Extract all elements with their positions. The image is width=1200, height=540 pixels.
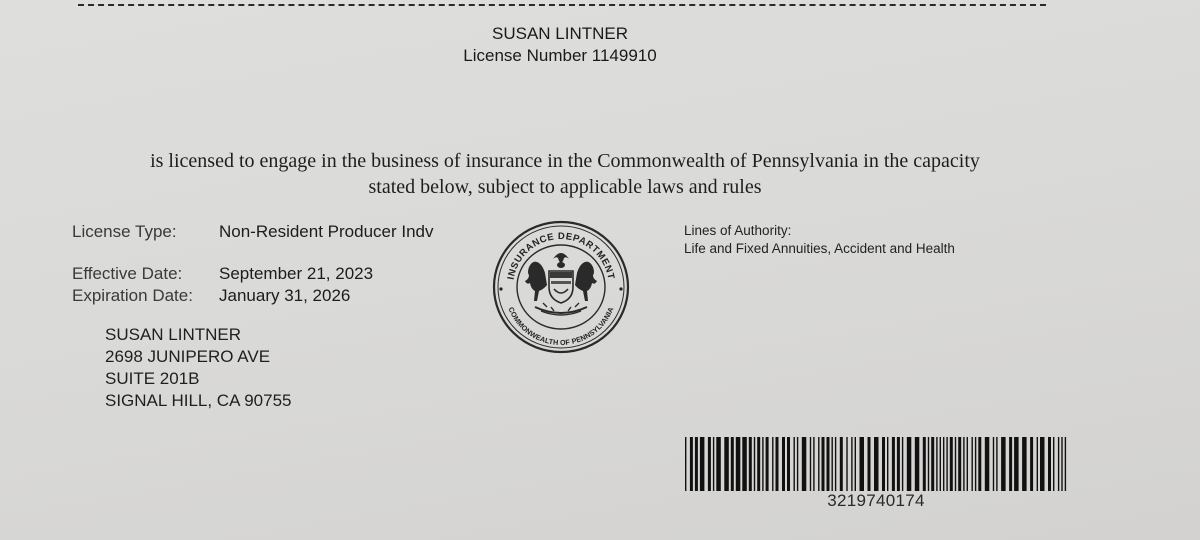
seal-bottom-text: COMMONWEALTH OF PENNSYLVANIA (506, 305, 616, 348)
barcode-number: 3219740174 (827, 491, 925, 510)
barcode-icon (684, 437, 1068, 491)
license-number: License Number 1149910 (463, 46, 657, 65)
pennsylvania-insurance-seal-icon (491, 219, 631, 355)
mailing-address (105, 324, 291, 412)
expiration-date-value: January 31, 2026 (219, 286, 351, 305)
lines-of-authority-value: Life and Fixed Annuities, Accident and Health (684, 241, 955, 256)
seal-top-text: INSURANCE DEPARTMENT (505, 230, 617, 281)
lines-of-authority (684, 222, 955, 258)
address-line-city: SIGNAL HILL, CA 90755 (105, 391, 292, 410)
lines-of-authority-label: Lines of Authority: (684, 223, 792, 238)
license-statement-line-1: is licensed to engage in the business of insurance in the Commonwealth of Pennsylvania in the capacity (150, 150, 980, 172)
address-line-suite: SUITE 201B (105, 369, 200, 388)
effective-date-value: September 21, 2023 (219, 264, 374, 283)
license-statement-line-2: stated below, subject to applicable laws and rules (368, 176, 762, 198)
address-line-street: 2698 JUNIPERO AVE (105, 347, 271, 366)
expiration-date-label: Expiration Date: (72, 286, 193, 305)
license-type-label: License Type: (72, 222, 177, 241)
holder-name: SUSAN LINTNER (491, 24, 629, 43)
effective-date-label: Effective Date: (72, 264, 183, 283)
perforation-line (78, 4, 1046, 6)
address-line-name: SUSAN LINTNER (105, 325, 242, 344)
license-type-value: Non-Resident Producer Indv (219, 222, 434, 241)
